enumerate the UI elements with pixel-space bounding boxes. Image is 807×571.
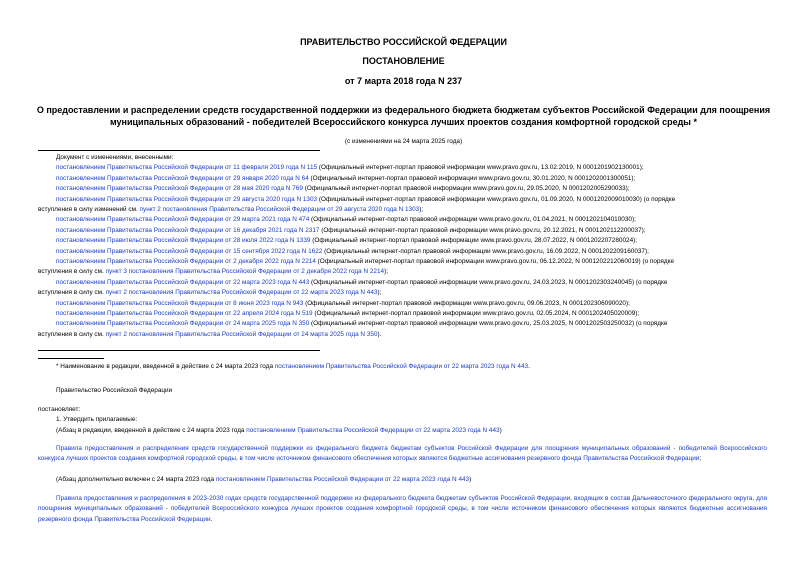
change-item-link[interactable]: постановлением Правительства Российской Федерации от 22 апреля 2024 года N 519 xyxy=(56,310,313,318)
change-item xyxy=(38,299,767,309)
change-item xyxy=(38,257,767,267)
change-item-text: (Официальный интернет-портал правовой информации www.pravo.gov.ru, 20.12.2021, N 0001202112200037); xyxy=(319,226,646,234)
doc-type-heading: ПОСТАНОВЛЕНИЕ xyxy=(362,56,445,66)
change-item xyxy=(38,195,767,205)
change-item-link[interactable]: постановлением Правительства Российской Федерации от 2 декабря 2022 года N 2214 xyxy=(56,258,316,266)
change-item-text: (Официальный интернет-портал правовой информации www.pravo.gov.ru, 02.05.2024, N 0001202405020009); xyxy=(312,310,640,318)
continuation-end: ); xyxy=(419,206,424,214)
change-item xyxy=(38,247,767,257)
change-item-link[interactable]: постановлением Правительства Российской Федерации от 28 мая 2020 года N 769 xyxy=(56,185,303,193)
doc-title-line1: О предоставлении и распределении средств государственной поддержки из федерального бюджета бюджетам субъектов Российской Федерации для поощрения xyxy=(36,105,771,115)
continuation-end: ); xyxy=(377,289,382,297)
government-label: Правительство Российской Федерации xyxy=(56,387,173,394)
rules-1-end: ; xyxy=(699,455,702,463)
rules-2-end: . xyxy=(210,515,213,523)
note-1-end: ) xyxy=(499,426,502,434)
change-item-text: (Официальный интернет-портал правовой информации www.pravo.gov.ru, 09.06.2023, N 0001202306090020); xyxy=(303,299,630,307)
change-item-text: (Официальный интернет-портал правовой информации www.pravo.gov.ru, 25.03.2025, N 0001202503250032) (о порядке xyxy=(309,320,668,328)
government-heading: ПРАВИТЕЛЬСТВО РОССИЙСКОЙ ФЕДЕРАЦИИ xyxy=(300,37,507,47)
note-1 xyxy=(56,426,502,436)
change-item-link[interactable]: постановлением Правительства Российской Федерации от 28 июля 2022 года N 1339 xyxy=(56,237,311,245)
resolves-label: постановляет: xyxy=(38,406,81,413)
change-item-text: (Официальный интернет-портал правовой информации www.pravo.gov.ru, 06.12.2022, N 0001202212060019) (о порядке xyxy=(315,258,675,266)
change-item-text: (Официальный интернет-портал правовой информации www.pravo.gov.ru, 29.05.2020, N 0001202005290033); xyxy=(302,185,630,193)
note-1-text: (Абзац в редакции, введенной в действие с 24 марта 2023 года xyxy=(56,426,247,434)
rules-1-link[interactable]: Правила предоставления и распределения средств государственной поддержки из федерального бюджета бюджетам субъектов Российской Федерации для поощрения муниципальных образований - победителей Всероссийского конкурса лучших проектов создания комфортной городской среды, в том числе источником финансового обеспечения которых являются бюджетные ассигнования резервного фонда Правительства Российской Федерации xyxy=(38,445,767,463)
change-item-text: (Официальный интернет-портал правовой информации www.pravo.gov.ru, 24.03.2023, N 0001202303240045) (о порядке xyxy=(309,278,668,286)
change-item-link[interactable]: постановлением Правительства Российской Федерации от 16 декабря 2021 года N 2317 xyxy=(56,226,320,234)
footnote-link[interactable]: постановлением Правительства Российской Федерации от 22 марта 2023 года N 443 xyxy=(274,363,529,370)
change-item-link[interactable]: постановлением Правительства Российской Федерации от 22 марта 2023 года N 443 xyxy=(56,278,310,286)
change-item xyxy=(38,309,767,319)
note-2-end: ) xyxy=(469,476,472,483)
change-item xyxy=(38,184,767,194)
continuation-link[interactable]: пункт 2 постановления Правительства Российской Федерации от 24 марта 2025 года N 350 xyxy=(105,330,378,338)
change-item-text: (Официальный интернет-портал правовой информации www.pravo.gov.ru, 13.02.2019, N 0001201902130001); xyxy=(317,164,644,172)
continuation-text: вступления в силу см. xyxy=(38,289,106,297)
change-item xyxy=(38,215,767,225)
change-item xyxy=(38,226,767,236)
note-2-text: (Абзац дополнительно включен с 24 марта 2023 года xyxy=(56,476,216,483)
rules-2-paragraph xyxy=(38,494,767,525)
note-1-link[interactable]: постановлением Правительства Российской Федерации от 22 марта 2023 года N 443 xyxy=(246,426,500,434)
change-item-text: (Официальный интернет-портал правовой информации www.pravo.gov.ru, 16.09.2022, N 0001202209160037); xyxy=(322,247,649,255)
change-item-text: (Официальный интернет-портал правовой информации www.pravo.gov.ru, 01.09.2020, N 0001202009010030) (о порядке xyxy=(317,195,676,203)
change-item-link[interactable]: постановлением Правительства Российской Федерации от 24 марта 2025 года N 350 xyxy=(56,320,310,328)
continuation-text: вступления в силу см. xyxy=(38,268,106,276)
continuation-link[interactable]: пункт 2 постановления Правительства Российской Федерации от 29 августа 2020 года N 1303 xyxy=(139,206,420,214)
change-item-link[interactable]: постановлением Правительства Российской Федерации от 29 августа 2020 года N 1303 xyxy=(56,195,318,203)
continuation-end: ). xyxy=(377,330,382,338)
change-item-link[interactable]: постановлением Правительства Российской Федерации от 8 июня 2023 года N 943 xyxy=(56,299,304,307)
doc-date: от 7 марта 2018 года N 237 xyxy=(344,76,463,86)
change-item-continuation xyxy=(38,267,767,277)
change-item-link[interactable]: постановлением Правительства Российской Федерации от 15 сентября 2022 года N 1622 xyxy=(56,247,323,255)
note-2 xyxy=(56,475,471,485)
change-item xyxy=(38,278,767,288)
item-1: 1. Утвердить прилагаемые: xyxy=(56,416,138,424)
doc-title-line2: муниципальных образований - победителей Всероссийского конкурса лучших проектов создания комфортной городской среды * xyxy=(109,117,697,127)
change-item-text: (Официальный интернет-портал правовой информации www.pravo.gov.ru, 30.01.2020, N 0001202001300051); xyxy=(308,174,636,182)
change-item-link[interactable]: постановлением Правительства Российской Федерации от 11 февраля 2019 года N 115 xyxy=(56,164,318,172)
change-item-link[interactable]: постановлением Правительства Российской Федерации от 29 января 2020 года N 64 xyxy=(56,174,309,182)
footnote-end: . xyxy=(528,363,530,370)
rules-1-paragraph xyxy=(38,444,767,465)
footnote-text: * Наименование в редакции, введенной в действие с 24 марта 2023 года xyxy=(56,363,275,370)
changes-intro: Документ с изменениями, внесенными: xyxy=(56,154,174,161)
continuation-text: вступления в силу см. xyxy=(38,330,106,338)
change-item xyxy=(38,163,767,173)
change-item xyxy=(38,319,767,329)
continuation-link[interactable]: пункт 2 постановления Правительства Российской Федерации от 22 марта 2023 года N 443 xyxy=(105,289,378,297)
change-item-text: (Официальный интернет-портал правовой информации www.pravo.gov.ru, 28.07.2022, N 0001202207280024); xyxy=(310,237,638,245)
rules-2-link[interactable]: Правила предоставления и распределения в 2023-2030 годах средств государственной поддержки из федерального бюджета бюджетам субъектов Российской Федерации, входящих в состав Дальневосточного федерального округа, для поощрения муниципальных образований - победителей Всероссийского конкурса лучших проектов создания комфортной городской среды, в том числе источником финансового обеспечения которых являются бюджетные ассигнования резервного фонда Правительства Российской Федерации xyxy=(38,495,767,523)
footnote xyxy=(56,362,530,372)
change-item-continuation xyxy=(38,205,767,215)
divider-top xyxy=(38,150,320,151)
note-2-link[interactable]: постановлением Правительства Российской Федерации от 22 марта 2023 года N 443 xyxy=(215,476,470,483)
change-item xyxy=(38,174,767,184)
footnote-divider xyxy=(38,358,104,359)
change-item-text: (Официальный интернет-портал правовой информации www.pravo.gov.ru, 01.04.2021, N 0001202104010030); xyxy=(309,216,636,224)
continuation-end: ); xyxy=(384,268,388,276)
change-item-link[interactable]: постановлением Правительства Российской Федерации от 29 марта 2021 года N 474 xyxy=(56,216,310,224)
continuation-text: вступления в силу изменений см. xyxy=(38,206,140,214)
continuation-link[interactable]: пункт 3 постановления Правительства Российской Федерации от 2 декабря 2022 года N 2214 xyxy=(105,268,385,276)
change-item-continuation xyxy=(38,288,767,298)
change-item xyxy=(38,236,767,246)
divider-bottom xyxy=(38,350,320,351)
changes-list xyxy=(38,163,767,340)
change-item-continuation xyxy=(38,330,767,340)
edition-note: (с изменениями на 24 марта 2025 года) xyxy=(344,138,463,145)
